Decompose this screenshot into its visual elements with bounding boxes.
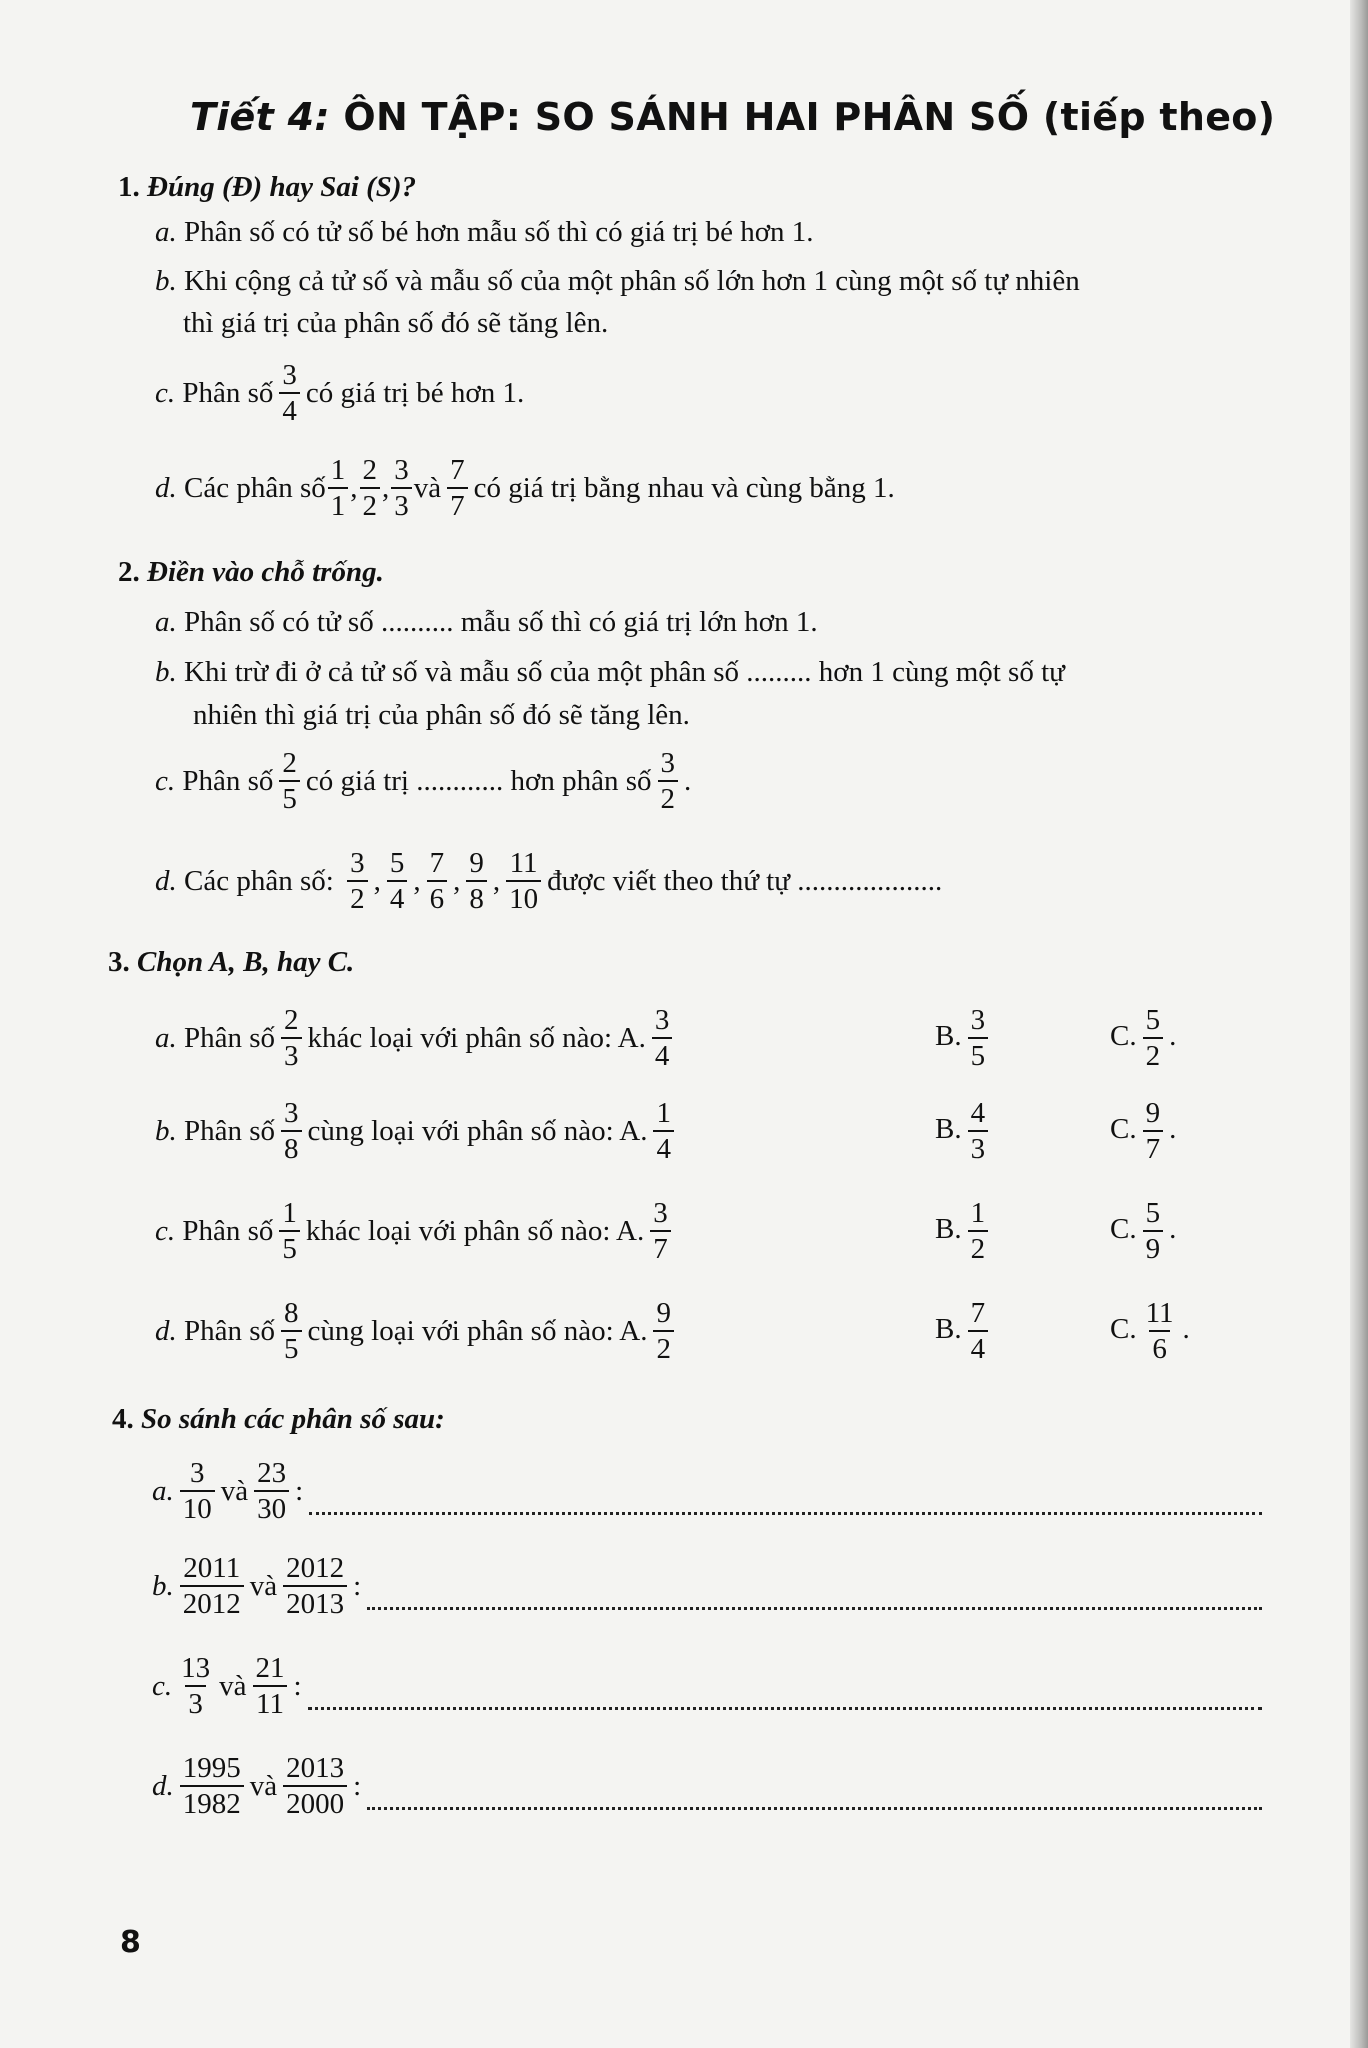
fraction: $\frac{2}{3}$: [281, 1005, 302, 1072]
fraction: $\frac{3}{4}$: [279, 360, 300, 427]
fraction: $\frac{3}{2}$: [658, 748, 679, 815]
fraction: $\frac{2012}{2013}$: [283, 1553, 347, 1620]
q1-c-post: có giá trị bé hơn 1.: [305, 377, 525, 410]
q1-item-b: [155, 264, 1080, 299]
q3-item-a: [155, 1005, 1235, 1072]
q3-item-c: [155, 1198, 1235, 1265]
q1-d-label: d.: [155, 472, 177, 505]
fraction: $\frac{13}{3}$: [181, 1652, 211, 1721]
q2-item-b: [155, 655, 1065, 690]
answer-line[interactable]: [309, 1512, 1262, 1515]
q2-item-b-cont: [193, 698, 690, 733]
q4-item-a: a. $\frac{3}{10}$ và $\frac{23}{30}$ :: [152, 1458, 1262, 1525]
q1-b-text2: thì giá trị của phân số đó sẽ tăng lên.: [183, 307, 609, 339]
option-b[interactable]: B. $\frac{1}{2}$: [935, 1198, 994, 1265]
q2-c-mid2: hơn phân số: [510, 765, 652, 798]
fraction: $\frac{21}{11}$: [253, 1653, 288, 1720]
q4-a-label: a.: [152, 1475, 174, 1508]
q2-b-pre: Khi trừ đi ở cả tử số và mẫu số của một phân số: [184, 656, 739, 688]
and-word: và: [249, 1570, 278, 1603]
fraction: $\frac{7}{7}$: [447, 455, 468, 522]
q3-c-label: c.: [155, 1215, 176, 1248]
fraction: $\frac{3}{2}$: [347, 848, 368, 915]
q1-c-label: c.: [155, 377, 176, 410]
q1-number: 1.: [118, 171, 140, 203]
q2-d-blank[interactable]: ....................: [797, 865, 943, 898]
and-word: và: [249, 1770, 278, 1803]
and-word: và: [219, 1670, 247, 1703]
option-a-fraction[interactable]: $\frac{3}{7}$: [650, 1198, 671, 1265]
fraction: $\frac{1995}{1982}$: [180, 1753, 244, 1820]
q2-a-label: a.: [155, 606, 177, 638]
q1-d-post: có giá trị bằng nhau và cùng bằng 1.: [473, 472, 895, 505]
q1-item-c: [155, 360, 524, 427]
q2-b-text2: nhiên thì giá trị của phân số đó sẽ tăng lên.: [193, 699, 690, 731]
and-word: và: [220, 1475, 249, 1508]
q2-c-blank[interactable]: ............: [416, 765, 504, 798]
q1-d-and: và: [413, 472, 442, 505]
q2-c-label: c.: [155, 765, 176, 798]
q3-heading-text: Chọn A, B, hay C.: [137, 946, 355, 978]
option-a-fraction[interactable]: $\frac{9}{2}$: [653, 1298, 674, 1365]
q3-c-pre: Phân số: [182, 1215, 274, 1248]
fraction: $\frac{23}{30}$: [254, 1458, 289, 1525]
q1-item-b-cont: [183, 306, 608, 341]
q2-item-a: [155, 605, 818, 640]
q3-number: 3.: [108, 946, 130, 978]
fraction: $\frac{2011}{2012}$: [180, 1553, 244, 1620]
q1-item-d: d. Các phân số $\frac{1}{1}$ , $\frac{2}{2}$ , $\frac{3}{3}$ và $\frac{7}{7}$ có giá trị bằng nhau và cùng bằng 1.: [155, 454, 895, 523]
q1-b-label: b.: [155, 265, 177, 297]
q2-d-post: được viết theo thứ tự: [547, 865, 790, 898]
option-a-fraction[interactable]: $\frac{1}{4}$: [653, 1098, 674, 1165]
q3-c-text: khác loại với phân số nào: A.: [305, 1215, 645, 1248]
q3-a-label: a.: [155, 1022, 177, 1055]
q2-heading-text: Điền vào chỗ trống.: [147, 556, 384, 588]
fraction: $\frac{2}{5}$: [279, 748, 300, 815]
fraction: $\frac{9}{8}$: [466, 848, 487, 915]
q1-heading: [118, 170, 416, 205]
q2-number: 2.: [118, 556, 140, 588]
q2-c-end: .: [684, 765, 692, 798]
q1-d-pre: Các phân số: [184, 472, 326, 505]
fraction: $\frac{1}{1}$: [328, 455, 349, 522]
q2-b-blank[interactable]: .........: [746, 656, 812, 688]
q4-d-label: d.: [152, 1770, 174, 1803]
fraction: $\frac{7}{6}$: [427, 848, 448, 915]
fraction: $\frac{3}{3}$: [391, 455, 412, 522]
q1-c-pre: Phân số: [182, 377, 274, 410]
q1-a-label: a.: [155, 216, 177, 248]
page-title: [190, 95, 1275, 139]
option-b[interactable]: B. $\frac{4}{3}$: [935, 1098, 994, 1165]
q3-a-text: khác loại với phân số nào: A.: [307, 1022, 646, 1055]
q2-a-post: mẫu số thì có giá trị lớn hơn 1.: [460, 606, 818, 638]
title-main: ÔN TẬP: SO SÁNH HAI PHÂN SỐ (tiếp theo): [343, 95, 1276, 139]
q4-b-label: b.: [152, 1570, 174, 1603]
q1-a-text: Phân số có tử số bé hơn mẫu số thì có giá trị bé hơn 1.: [184, 216, 814, 248]
q2-d-label: d.: [155, 865, 177, 898]
fraction: $\frac{5}{4}$: [387, 848, 408, 915]
answer-line[interactable]: [308, 1707, 1262, 1710]
answer-line[interactable]: [367, 1607, 1262, 1610]
q2-b-post: hơn 1 cùng một số tự: [818, 656, 1065, 688]
fraction: $\frac{2013}{2000}$: [283, 1753, 347, 1820]
q2-c-pre: Phân số: [182, 765, 274, 798]
q2-a-blank[interactable]: ..........: [380, 606, 454, 638]
q1-heading-text: Đúng (Đ) hay Sai (S)?: [147, 171, 417, 203]
q2-c-mid: có giá trị: [305, 765, 409, 798]
q3-d-label: d.: [155, 1315, 177, 1348]
q2-b-label: b.: [155, 656, 177, 688]
answer-line[interactable]: [367, 1807, 1262, 1810]
q4-c-label: c.: [152, 1670, 173, 1703]
q3-a-pre: Phân số: [184, 1022, 276, 1055]
q4-item-b: b. $\frac{2011}{2012}$ và $\frac{2012}{2013}$ :: [152, 1553, 1262, 1620]
q2-item-c: [155, 748, 691, 815]
q2-item-d: d. Các phân số: $\frac{3}{2}$ , $\frac{5}{4}$ , $\frac{7}{6}$ , $\frac{9}{8}$ , $\frac{11}{10}$ được viết theo thứ tự ....................: [155, 847, 943, 916]
option-c[interactable]: C. $\frac{9}{7}$ .: [1110, 1097, 1177, 1166]
q2-d-pre: Các phân số:: [184, 865, 334, 898]
fraction: $\frac{2}{2}$: [360, 455, 381, 522]
q3-item-b: [155, 1098, 1235, 1165]
page-edge-shadow: [1350, 0, 1368, 2048]
fraction: $\frac{3}{8}$: [281, 1098, 302, 1165]
q3-d-text: cùng loại với phân số nào: A.: [307, 1315, 648, 1348]
option-a-fraction[interactable]: $\frac{3}{4}$: [652, 1005, 673, 1072]
q4-heading-text: So sánh các phân số sau:: [141, 1403, 445, 1435]
q3-b-text: cùng loại với phân số nào: A.: [307, 1115, 648, 1148]
q3-item-d: [155, 1298, 1235, 1365]
option-c[interactable]: C. $\frac{5}{9}$ .: [1110, 1197, 1177, 1266]
q3-d-pre: Phân số: [184, 1315, 276, 1348]
fraction: $\frac{1}{5}$: [279, 1198, 300, 1265]
q4-number: 4.: [112, 1403, 134, 1435]
fraction: $\frac{8}{5}$: [281, 1298, 302, 1365]
title-lead: Tiết 4:: [190, 95, 330, 139]
q4-item-c: c. $\frac{13}{3}$ và $\frac{21}{11}$ :: [152, 1653, 1262, 1720]
q2-a-pre: Phân số có tử số: [184, 606, 374, 638]
fraction: $\frac{11}{10}$: [506, 848, 541, 915]
q2-heading: [118, 555, 384, 590]
q1-item-a: [155, 215, 814, 250]
q3-heading: [108, 945, 354, 980]
page-number: 8: [120, 1925, 141, 1960]
option-b[interactable]: B. $\frac{7}{4}$: [935, 1298, 994, 1365]
q3-b-pre: Phân số: [184, 1115, 276, 1148]
option-c[interactable]: C. $\frac{11}{6}$ .: [1110, 1297, 1190, 1366]
q4-item-d: d. $\frac{1995}{1982}$ và $\frac{2013}{2000}$ :: [152, 1753, 1262, 1820]
q4-heading: [112, 1402, 445, 1437]
option-c[interactable]: C. $\frac{5}{2}$ .: [1110, 1004, 1177, 1073]
option-b[interactable]: B. $\frac{3}{5}$: [935, 1005, 994, 1072]
fraction: $\frac{3}{10}$: [180, 1458, 215, 1525]
q3-b-label: b.: [155, 1115, 177, 1148]
q1-b-text1: Khi cộng cả tử số và mẫu số của một phân số lớn hơn 1 cùng một số tự nhiên: [184, 265, 1080, 297]
